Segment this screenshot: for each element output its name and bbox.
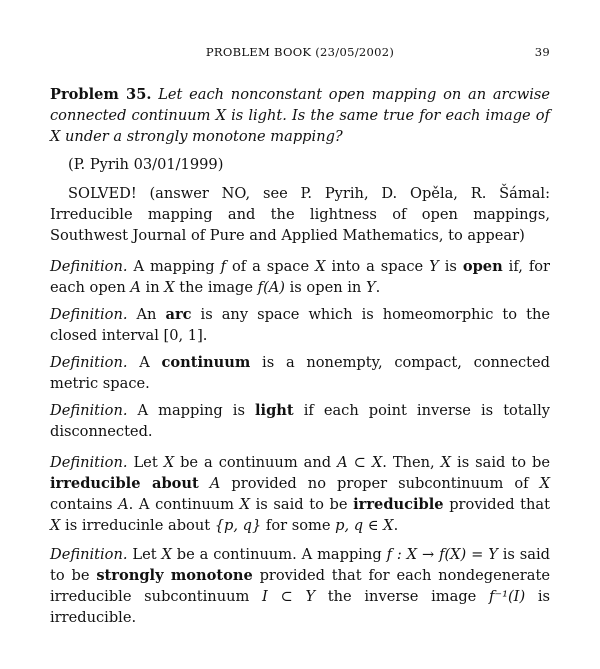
text-segment: is (438, 258, 463, 275)
text-segment: if, for each open (50, 258, 550, 296)
text-segment: . (375, 279, 381, 296)
math-pq-in-x: p, q ∈ X (335, 517, 394, 534)
definition-label: Definition. (50, 258, 128, 275)
text-segment: the image (174, 279, 258, 296)
problem-statement (50, 84, 550, 147)
text-segment: provided that (443, 496, 550, 513)
math-x: X (239, 496, 251, 513)
text-segment: A mapping (127, 258, 221, 275)
text-segment: . (393, 517, 399, 534)
term-light: light (255, 402, 294, 419)
math-f: f (220, 258, 226, 275)
text-segment: is said to be (50, 546, 550, 584)
text-segment: of a space (225, 258, 316, 275)
math-a: A (118, 496, 129, 513)
math-x: X (315, 258, 326, 275)
text-segment: into a space (325, 258, 430, 275)
math-x: X (50, 517, 61, 534)
math-pq-set: {p, q} (214, 517, 262, 534)
text-segment: if each point inverse is totally disconnected. (50, 402, 550, 440)
math-x: X (164, 279, 175, 296)
text-segment: is said to be (451, 454, 550, 471)
definition-label: Definition. (50, 546, 128, 563)
text-segment: . Then, (382, 454, 441, 471)
math-x: X (163, 454, 175, 471)
math-y: Y (365, 279, 376, 296)
math-f-inverse: f⁻¹(I) (489, 588, 526, 605)
math-fa: f(A) (257, 279, 285, 296)
definition-continuum (50, 352, 550, 394)
definition-light (50, 400, 550, 442)
definition-irreducible (50, 452, 550, 536)
text-segment: the inverse image (315, 588, 490, 605)
text-segment: in (140, 279, 165, 296)
text-segment: be a continuum and (174, 454, 338, 471)
math-i-subset-y: I ⊂ Y (262, 588, 316, 605)
term-arc: arc (165, 306, 192, 323)
text-segment: for some (261, 517, 336, 534)
header-title: PROBLEM BOOK (23/05/2002) (205, 45, 395, 59)
term-strongly-monotone: strongly monotone (96, 567, 253, 584)
text-segment: A mapping is (127, 402, 256, 419)
definition-arc (50, 304, 550, 346)
definition-label: Definition. (50, 454, 128, 471)
solved-note: SOLVED! (answer NO, see P. Pyrih, D. Opěla, R. Šámal: Irreducible mapping and the lightness of open mappings, Southwest Journal of Pure and Applied Mathematics, to appear) (50, 185, 550, 244)
text-segment: be a continuum. A mapping (171, 546, 387, 563)
text-segment: is open in (285, 279, 366, 296)
problem-attribution: (P. Pyrih 03/01/1999) (68, 156, 224, 173)
math-a-subset-x: A ⊂ X (337, 454, 383, 471)
text-segment: is a nonempty, compact, connected metric space. (50, 354, 550, 392)
math-x: X (161, 546, 172, 563)
definition-label: Definition. (50, 354, 128, 371)
term-open: open (462, 258, 503, 275)
text-segment: is any space which is homeomorphic to the closed interval [0, 1]. (50, 306, 550, 344)
text-segment: Let (127, 454, 164, 471)
text-segment: is irreducinle about (60, 517, 215, 534)
term-irreducible-about: irreducible about (50, 475, 199, 492)
problem-text: Let each nonconstant open mapping on an arcwise connected continuum X is light. Is the same true for each image of X under a strongly monotone mapping? (50, 86, 550, 145)
math-y: Y (429, 258, 439, 275)
math-x: X (539, 475, 551, 492)
page-header (50, 42, 550, 64)
math-a: A (198, 475, 221, 492)
text-segment: provided that for each nondegenerate irreducible subcontinuum (50, 567, 550, 605)
math-a: A (130, 279, 141, 296)
definition-open (50, 256, 550, 298)
problem-label: Problem 35. (50, 86, 152, 103)
term-irreducible: irreducible (353, 496, 444, 513)
definition-label: Definition. (50, 306, 128, 323)
math-mapping: f : X → f(X) = Y (386, 546, 498, 563)
definition-strongly-monotone (50, 544, 550, 628)
text-segment: is said to be (250, 496, 354, 513)
definition-label: Definition. (50, 402, 128, 419)
text-segment: provided no proper subcontinuum of (220, 475, 540, 492)
text-segment: Let (127, 546, 162, 563)
text-segment: contains (50, 496, 119, 513)
text-segment: A (127, 354, 162, 371)
text-segment: An (127, 306, 166, 323)
text-segment: . A continuum (128, 496, 240, 513)
math-x: X (440, 454, 452, 471)
page-number: 39 (534, 45, 550, 59)
text-segment: is irreducible. (50, 588, 550, 626)
term-continuum: continuum (161, 354, 251, 371)
